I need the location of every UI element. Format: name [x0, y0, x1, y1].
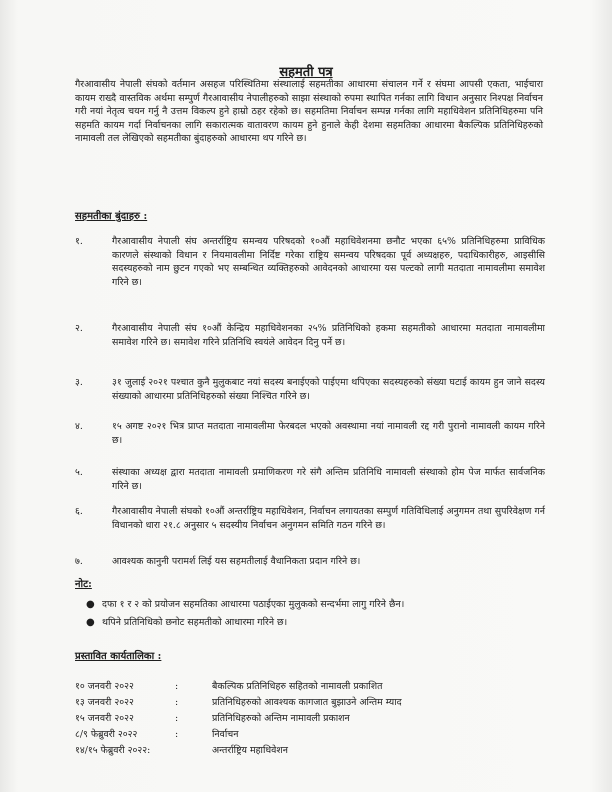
point-text: गैरआवासीय नेपाली संघ अन्तर्राष्ट्रिय समन्वय परिषदको १०औं महाधिवेशनमा छनौट भएका ६५% प्रतिनिधिहरुमा प्राविधिक कारणले संस्थाको विधान र नियमावलीमा निर्दिष्ट गरेका राष्ट्रिय समन्वय परिषदका पूर्व अध्यक्षहरु, पदाधिकारीहरु, आइसीसि सदस्यहरुको नाम छुटन गएको भए सम्बन्धित व्यक्तिहरुको आवेदनको आधारमा यस पल्टको लागी मतदाता नामावलीमा समावेश गरिने छ।	[112, 236, 545, 288]
document-title: सहमती पत्र	[279, 65, 333, 80]
schedule-date: १३ जनवरी २०२२	[75, 697, 134, 708]
schedule-colon: :	[175, 681, 179, 692]
schedule-date: १५ जनवरी २०२२	[75, 713, 134, 724]
schedule-event: बैकल्पिक प्रतिनिधिहरु सहितको नामावली प्रकाशित	[212, 681, 383, 692]
schedule-heading: प्रस्तावित कार्यतालिका :	[75, 651, 162, 662]
point-text: १५ अगष्ट २०२१ भित्र प्राप्त मतदाता नामावलीमा फेरबदल भएको अवस्थामा नयां नामावली रद्द गरी पुरानो नामावली कायम गरिने छ।	[112, 421, 545, 446]
point-text: ३१ जुलाई २०२१ पश्चात कुनै मुलुकबाट नयां सदस्य बनाईएको पाईएमा थपिएका सदस्यहरुको संख्या घटाई कायम हुन जाने सदस्य संख्याको आधारमा प्रतिनिधिहरुको संख्या निश्चित गरिने छ।	[112, 377, 545, 402]
note-heading: नोट:	[75, 579, 92, 590]
schedule-colon: :	[175, 729, 179, 740]
schedule-event: प्रतिनिधिहरुको अन्तिम नामावली प्रकाशन	[212, 713, 350, 724]
bullet-icon: ●	[86, 617, 95, 628]
schedule-colon: :	[175, 713, 179, 724]
point-text: संस्थाका अध्यक्ष द्वारा मतदाता नामावली प्रमाणिकरण गरे संगै अन्तिम प्रतिनिधि नामावली संस्थाको होम पेज मार्फत सार्वजनिक गरिने छ।	[112, 467, 545, 492]
note-text: थपिने प्रतिनिधिको छनोट सहमतीको आधारमा गरिने छ।	[102, 617, 288, 628]
point-number: २.	[75, 323, 83, 334]
point-number: १.	[75, 236, 83, 247]
note-text: दफा १ र २ को प्रयोजन सहमतिका आधारमा पठाईएका मुलुकको सन्दर्भमा लागु गरिने छैन।	[102, 599, 405, 610]
schedule-date: १० जनवरी २०२२	[75, 681, 134, 692]
schedule-date: १४/१५ फेब्रुवरी २०२२:	[75, 745, 151, 756]
point-number: ७.	[75, 556, 83, 567]
schedule-date: ८/९ फेब्रुवरी २०२२	[75, 729, 138, 740]
point-number: ५.	[75, 467, 83, 478]
schedule-event: निर्वाचन	[212, 729, 239, 740]
point-number: ६.	[75, 506, 83, 517]
point-number: ४.	[75, 421, 83, 432]
schedule-event: अन्तर्राष्ट्रिय महाधिवेशन	[212, 745, 288, 756]
bullet-icon: ●	[86, 599, 95, 610]
points-heading: सहमतीका बुंदाहरु :	[75, 211, 148, 222]
schedule-event: प्रतिनिधिहरुको आवश्यक कागजात बुझाउने अन्तिम म्याद	[212, 697, 402, 708]
schedule-colon: :	[175, 697, 179, 708]
point-text: गैरआवासीय नेपाली संघको १०औं अन्तर्राष्ट्रिय महाधिवेशन, निर्वाचन लगायतका सम्पुर्ण गतिविधिलाई अनुगमन तथा सुपरिवेक्षण गर्न विधानको धारा २१.८ अनुसार ५ सदस्यीय निर्वाचन अनुगमन समिति गठन गरिने छ।	[112, 506, 545, 531]
point-text: गैरआवासीय नेपाली संघ १०औं केन्द्रिय महाधिवेशनका २५% प्रतिनिधिको हकमा सहमतीको आधारमा मतदाता नामावलीमा समावेश गरिने छ। समावेश गरिने प्रतिनिधि स्वयंले आवेदन दिनु पर्ने छ।	[112, 323, 545, 348]
intro-paragraph: गैरआवासीय नेपाली संघको वर्तमान असहज परिस्थितिमा संस्थालाई सहमतीका आधारमा संचालन गर्ने र संघमा आपसी एकता, भाईचारा कायम राख्दै वास्तविक अर्थमा सम्पुर्ण गैरआवासीय नेपालीहरुको साझा संस्थाको रुपमा स्थापित गर्नका लागि विधान अनुसार निश्पक्ष निर्वाचन गरी नयां नेतृत्व चयन गर्नु नै उत्तम विकल्प हुने हाम्रो ठहर रहेको छ। सहमतिमा निर्वाचन सम्पन्न गर्नका लागि महाधिवेशन प्रतिनिधिहरुमा पनि सहमति कायम गर्दा निर्वाचनका लागि सकारात्मक वातावरण कायम हुने हुनाले केही देशमा सहमतिका आधारमा बैकल्पिक प्रतिनिधिहरुको नामावली तल लेखिएको सहमतीका बुंदाहरुको आधारमा थप गरिने छ।	[75, 79, 543, 145]
point-text: आवश्यक कानुनी परामर्श लिई यस सहमतीलाई वैधानिकता प्रदान गरिने छ।	[112, 556, 361, 567]
point-number: ३.	[75, 377, 83, 388]
